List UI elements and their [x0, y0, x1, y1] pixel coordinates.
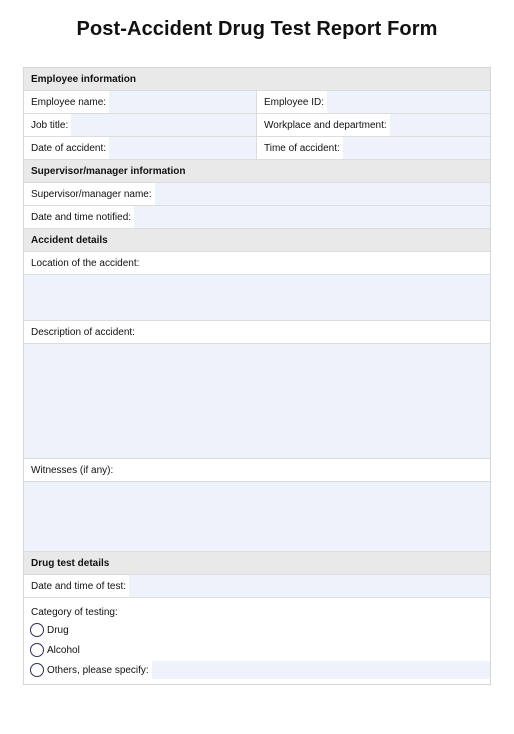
option-drug[interactable] — [24, 620, 490, 640]
workplace-cell — [256, 114, 490, 136]
category-label: Category of testing: — [31, 606, 118, 618]
drug-label: Drug — [47, 624, 69, 636]
description-label: Description of accident: — [24, 321, 490, 344]
row-employee-name-id — [24, 91, 490, 114]
job-title-label: Job title: — [24, 114, 71, 136]
row-date-time-notified — [24, 206, 490, 229]
others-radio[interactable] — [30, 663, 44, 677]
supervisor-name-field[interactable] — [155, 183, 490, 205]
option-alcohol[interactable] — [24, 640, 490, 660]
time-of-accident-cell — [256, 137, 490, 159]
others-specify-field[interactable] — [152, 661, 490, 679]
category-of-testing — [24, 598, 490, 684]
employee-name-cell — [24, 91, 256, 113]
location-label: Location of the accident: — [24, 252, 490, 275]
employee-id-cell — [256, 91, 490, 113]
witnesses-field[interactable] — [24, 482, 490, 552]
employee-name-field[interactable] — [109, 91, 256, 113]
form-title: Post-Accident Drug Test Report Form — [76, 18, 438, 40]
date-of-accident-label: Date of accident: — [24, 137, 109, 159]
time-of-accident-field[interactable] — [343, 137, 490, 159]
section-supervisor-heading: Supervisor/manager information — [24, 160, 490, 183]
date-time-notified-cell — [24, 206, 490, 228]
date-time-test-field[interactable] — [129, 575, 490, 597]
alcohol-radio[interactable] — [30, 643, 44, 657]
workplace-label: Workplace and department: — [257, 114, 390, 136]
section-drug-test-heading: Drug test details — [24, 552, 490, 575]
workplace-field[interactable] — [390, 114, 490, 136]
others-label: Others, please specify: — [47, 664, 149, 676]
supervisor-name-cell — [24, 183, 490, 205]
date-time-test-label: Date and time of test: — [24, 575, 129, 597]
time-of-accident-label: Time of accident: — [257, 137, 343, 159]
description-field[interactable] — [24, 344, 490, 459]
row-accident-date-time — [24, 137, 490, 160]
date-time-notified-label: Date and time notified: — [24, 206, 134, 228]
employee-id-field[interactable] — [327, 91, 490, 113]
job-title-cell — [24, 114, 256, 136]
location-field[interactable] — [24, 275, 490, 321]
option-others[interactable] — [24, 660, 490, 680]
row-job-workplace — [24, 114, 490, 137]
date-time-test-cell — [24, 575, 490, 597]
witnesses-label: Witnesses (if any): — [24, 459, 490, 482]
row-supervisor-name — [24, 183, 490, 206]
employee-id-label: Employee ID: — [257, 91, 327, 113]
section-accident-heading: Accident details — [24, 229, 490, 252]
supervisor-name-label: Supervisor/manager name: — [24, 183, 155, 205]
date-time-notified-field[interactable] — [134, 206, 490, 228]
job-title-field[interactable] — [71, 114, 256, 136]
date-of-accident-cell — [24, 137, 256, 159]
drug-radio[interactable] — [30, 623, 44, 637]
alcohol-label: Alcohol — [47, 644, 80, 656]
row-date-time-test — [24, 575, 490, 598]
section-employee-heading: Employee information — [24, 68, 490, 91]
date-of-accident-field[interactable] — [109, 137, 256, 159]
report-form — [23, 67, 491, 685]
employee-name-label: Employee name: — [24, 91, 109, 113]
